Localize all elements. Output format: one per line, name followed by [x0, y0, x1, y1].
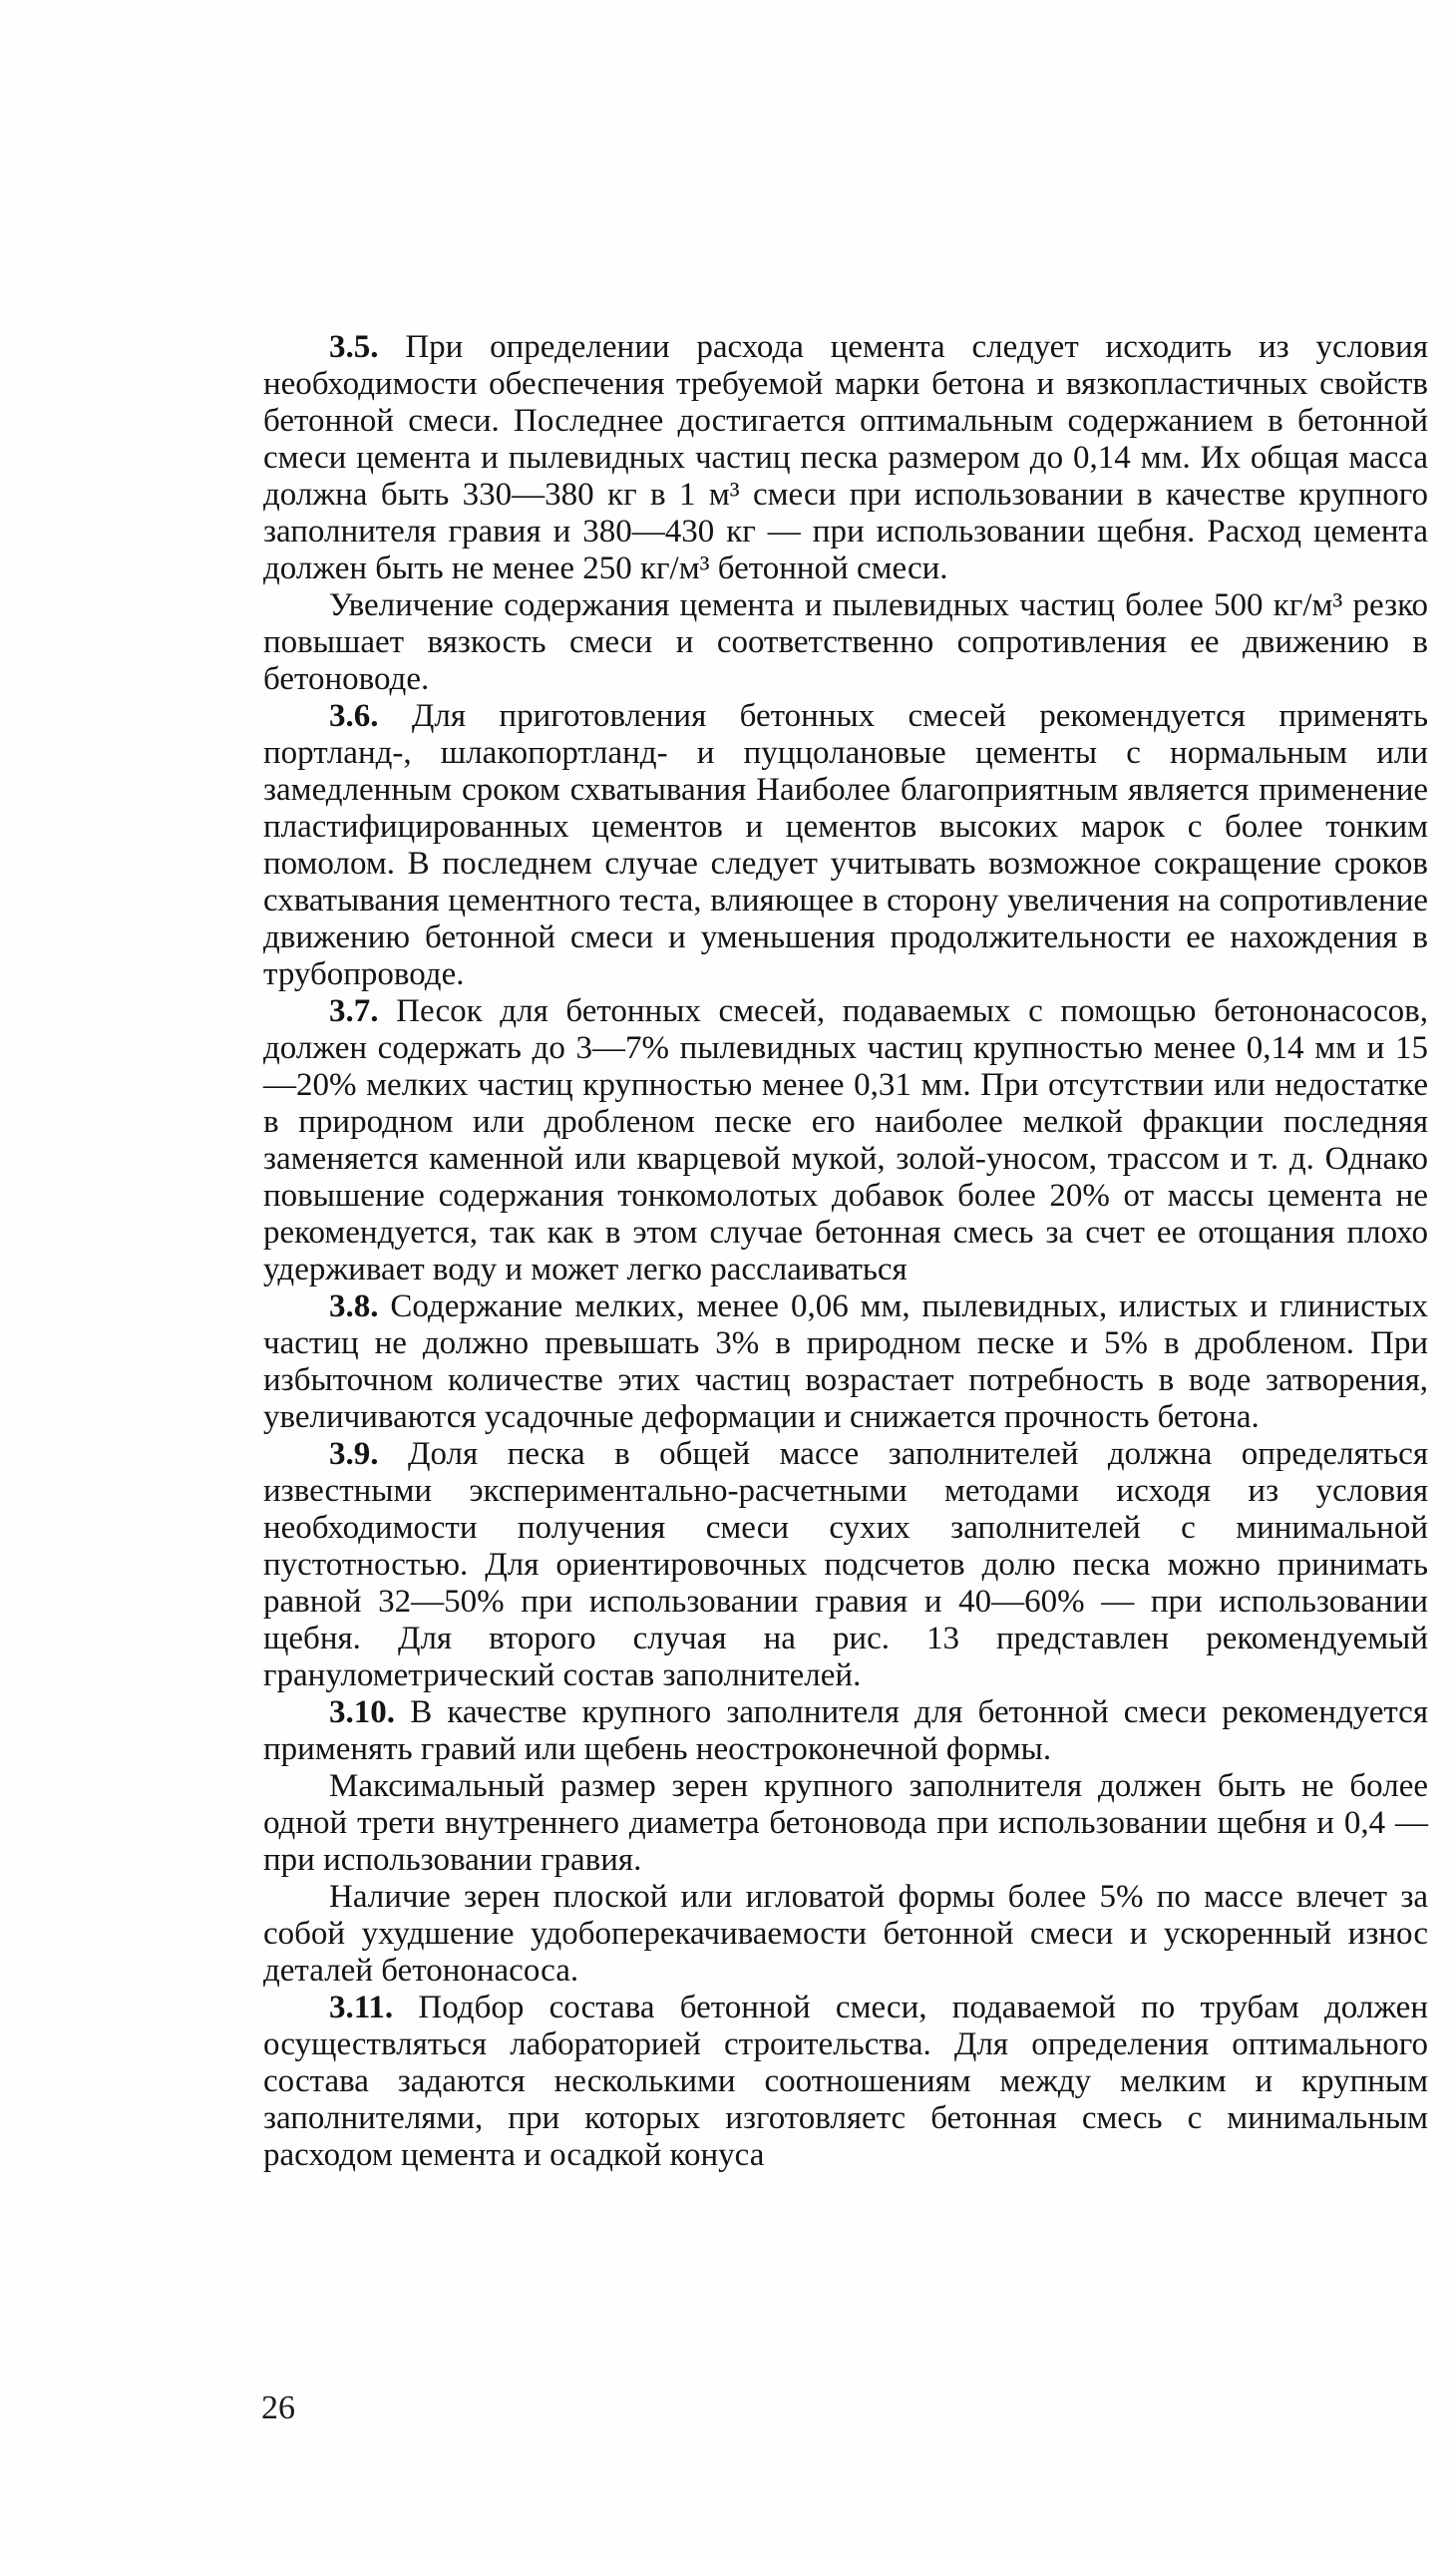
paragraph-text: Подбор состава бетонной смеси, подаваемой по трубам должен осуществляться лабораторией строительства. Для определения оптимального состава задаются несколькими соотношениям между мелким и крупным заполнителями, при которых изготовляетс бетонная смесь с минимальным расходом цемента и осадкой конуса	[263, 1990, 1428, 2173]
section-number: 3.7.	[329, 993, 379, 1029]
page-number: 26	[261, 2389, 295, 2426]
paragraph-3-6	[263, 698, 1428, 993]
paragraph-3-5-continued	[263, 587, 1428, 698]
section-number: 3.10.	[329, 1694, 395, 1730]
body-text	[263, 329, 1428, 2174]
paragraph-3-10-flat-grains	[263, 1879, 1428, 1990]
paragraph-text: В качестве крупного заполнителя для бетонной смеси рекомендуется применять гравий или щебень неостроконечной формы.	[263, 1694, 1429, 1767]
paragraph-text: Увеличение содержания цемента и пылевидных частиц более 500 кг/м³ резко повышает вязкость смеси и соответственно сопротивления ее движению в бетоноводе.	[263, 587, 1428, 697]
paragraph-3-11	[263, 1990, 1428, 2174]
paragraph-3-9	[263, 1436, 1428, 1694]
paragraph-text: Для приготовления бетонных смесей рекомендуется применять портланд-, шлакопортланд- и пуццолановые цементы с нормальным или замедленным сроком схватывания Наиболее благоприятным является применение пластифицированных цементов и цементов высоких марок с более тонким помолом. В последнем случае следует учитывать возможное сокращение сроков схватывания цементного теста, влияющее в сторону увеличения на сопротивление движению бетонной смеси и уменьшения продолжительности ее нахождения в трубопроводе.	[263, 698, 1429, 992]
paragraph-3-8	[263, 1288, 1428, 1436]
section-number: 3.5.	[329, 329, 379, 365]
section-number: 3.9.	[329, 1436, 379, 1472]
paragraph-3-10-max-size	[263, 1768, 1428, 1879]
paragraph-3-10	[263, 1694, 1428, 1768]
paragraph-text: Максимальный размер зерен крупного заполнителя должен быть не более одной трети внутреннего диаметра бетоновода при использовании щебня и 0,4 — при использовании гравия.	[263, 1768, 1428, 1878]
paragraph-text: При определении расхода цемента следует исходить из условия необходимости обеспечения требуемой марки бетона и вязкопластичных свойств бетонной смеси. Последнее достигается оптимальным содержанием в бетонной смеси цемента и пылевидных частиц песка размером до 0,14 мм. Их общая масса должна быть 330—380 кг в 1 м³ смеси при использовании в качестве крупного заполнителя гравия и 380—430 кг — при использовании щебня. Расход цемента должен быть не менее 250 кг/м³ бетонной смеси.	[263, 329, 1428, 586]
section-number: 3.6.	[329, 698, 379, 734]
paragraph-3-5	[263, 329, 1428, 587]
paragraph-text: Доля песка в общей массе заполнителей должна определяться известными экспериментально-расчетными методами исходя из условия необходимости получения смеси сухих заполнителей с минимальной пустотностью. Для ориентировочных подсчетов долю песка можно принимать равной 32—50% при использовании гравия и 40—60% — при использовании щебня. Для второго случая на рис. 13 представлен рекомендуемый гранулометрический состав заполнителей.	[263, 1436, 1429, 1693]
paragraph-text: Наличие зерен плоской или игловатой формы более 5% по массе влечет за собой ухудшение удобоперекачиваемости бетонной смеси и ускоренный износ деталей бетононасоса.	[263, 1879, 1428, 1989]
section-number: 3.11.	[329, 1990, 394, 2025]
paragraph-text: Содержание мелких, менее 0,06 мм, пылевидных, илистых и глинистых частиц не должно превышать 3% в природном песке и 5% в дробленом. При избыточном количестве этих частиц возрастает потребность в воде затворения, увеличиваются усадочные деформации и снижается прочность бетона.	[263, 1288, 1428, 1435]
section-number: 3.8.	[329, 1288, 379, 1324]
paragraph-text: Песок для бетонных смесей, подаваемых с помощью бетононасосов, должен содержать до 3—7% пылевидных частиц крупностью менее 0,14 мм и 15—20% мелких частиц крупностью менее 0,31 мм. При отсутствии или недостатке в природном или дробленом песке его наиболее мелкой фракции последняя заменяется каменной или кварцевой мукой, золой-уносом, трассом и т. д. Однако повышение содержания тонкомолотых добавок более 20% от массы цемента не рекомендуется, так как в этом случае бетонная смесь за счет ее отощания плохо удерживает воду и может легко расслаиваться	[263, 993, 1429, 1287]
paragraph-3-7	[263, 993, 1428, 1288]
